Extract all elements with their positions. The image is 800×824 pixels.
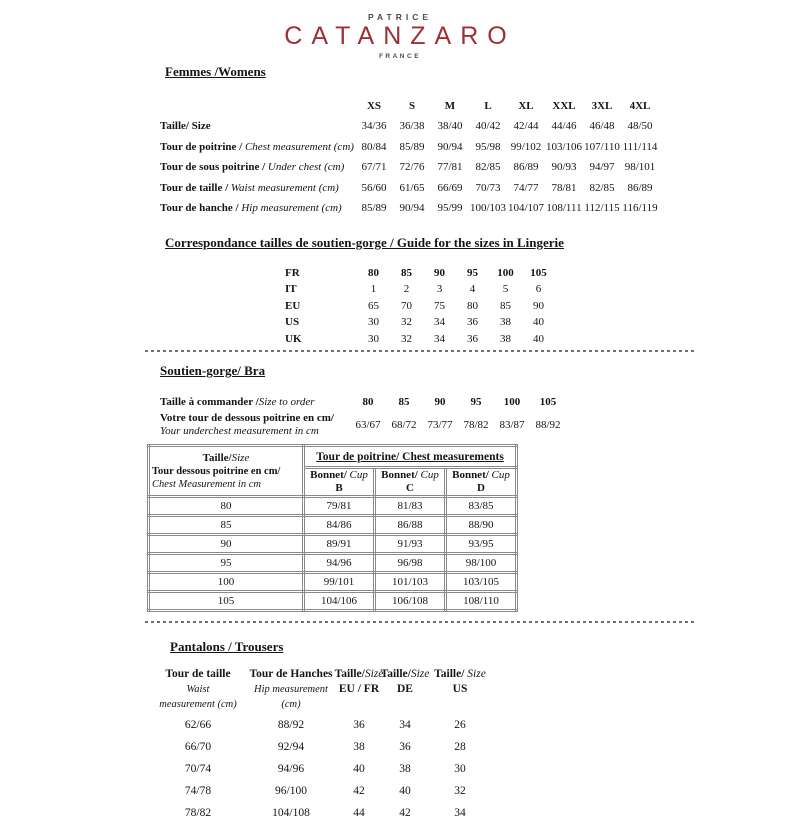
band-size-cell: 90 bbox=[149, 535, 304, 554]
brand-name-main: CATANZARO bbox=[284, 22, 516, 51]
band-size-cell: 100 bbox=[149, 573, 304, 592]
value-cell: 80 bbox=[368, 266, 379, 279]
value-cell: 2 bbox=[403, 283, 410, 296]
hip-value-cell: 96/100 bbox=[275, 785, 307, 798]
label-english: Waist measurement (cm) bbox=[230, 181, 339, 194]
bra-row-label bbox=[160, 412, 350, 438]
value-cell: 99/102 bbox=[510, 140, 542, 153]
country-code-label: FR bbox=[285, 266, 300, 279]
cup-table-top-row bbox=[149, 446, 517, 468]
label-english: Size bbox=[364, 668, 384, 681]
de-size-code: DE bbox=[397, 683, 413, 696]
measurement-row-label bbox=[160, 116, 355, 137]
cup-d-cell: 88/90 bbox=[446, 516, 517, 535]
value-cell: 116/119 bbox=[622, 202, 658, 215]
size-column-header: XS bbox=[366, 99, 382, 112]
value-cell: 100/103 bbox=[469, 202, 507, 215]
value-cell: 107/110 bbox=[584, 140, 620, 153]
de-size-cell: 42 bbox=[399, 807, 411, 820]
label-french: Taille à commander / bbox=[160, 396, 259, 409]
value-cell: 104/107 bbox=[507, 202, 545, 215]
column-spacer bbox=[160, 96, 355, 117]
waist-header-english-2: measurement (cm) bbox=[159, 699, 237, 711]
lingerie-guide-table bbox=[0, 265, 800, 348]
us-size-column-header bbox=[428, 667, 492, 712]
waist-column-header bbox=[150, 667, 246, 712]
cup-d-cell: 98/100 bbox=[446, 554, 517, 573]
value-cell: 36 bbox=[467, 316, 478, 329]
cup-c-cell: 106/108 bbox=[375, 592, 446, 611]
measurement-row-label bbox=[160, 198, 355, 219]
size-column-header: 3XL bbox=[591, 99, 613, 112]
value-cell: 6 bbox=[535, 283, 542, 296]
cup-column-header bbox=[446, 468, 517, 497]
value-cell: 5 bbox=[502, 283, 509, 296]
bra-underchest-values bbox=[350, 419, 566, 432]
de-size-cell: 38 bbox=[399, 763, 411, 776]
measurement-row bbox=[160, 198, 800, 219]
trousers-header-row bbox=[150, 667, 800, 712]
trousers-row bbox=[150, 758, 800, 780]
size-column-header: S bbox=[408, 99, 416, 112]
measurement-row bbox=[160, 178, 800, 199]
value-cell: 90/93 bbox=[551, 161, 577, 174]
value-cell: 72/76 bbox=[399, 161, 425, 174]
hip-value-cell: 104/108 bbox=[272, 807, 310, 820]
lingerie-country-row bbox=[285, 281, 800, 298]
value-cell: 75 bbox=[434, 299, 445, 312]
womens-heading: Femmes /Womens bbox=[165, 63, 266, 79]
value-cell: 65 bbox=[368, 299, 379, 312]
value-cell: 85 bbox=[398, 396, 410, 409]
band-size-cell: 105 bbox=[149, 592, 304, 611]
lingerie-country-row bbox=[285, 298, 800, 315]
measurement-row-label bbox=[160, 137, 355, 158]
measurement-row bbox=[160, 157, 800, 178]
value-cell: 56/60 bbox=[361, 181, 387, 194]
cup-label-english: Cup bbox=[417, 469, 439, 482]
label-english: Your underchest measurement in cm bbox=[160, 425, 319, 438]
value-cell: 61/65 bbox=[399, 181, 425, 194]
cup-c-cell: 91/93 bbox=[375, 535, 446, 554]
band-size-cell: 80 bbox=[149, 497, 304, 516]
brand-country: FRANCE bbox=[378, 52, 422, 60]
us-size-cell: 28 bbox=[454, 741, 466, 754]
cup-table-row bbox=[149, 516, 517, 535]
waist-value-cell: 70/74 bbox=[184, 763, 212, 776]
country-code-label: US bbox=[285, 316, 300, 329]
cup-letter: C bbox=[406, 482, 414, 495]
hip-header-french: Tour de Hanches bbox=[249, 668, 333, 681]
value-cell: 63/67 bbox=[355, 418, 381, 431]
value-cell: 78/81 bbox=[551, 181, 577, 194]
label-french: Tour de poitrine / bbox=[160, 140, 245, 153]
value-cell: 36 bbox=[467, 332, 478, 345]
value-cell: 44/46 bbox=[551, 120, 577, 133]
de-size-header-label bbox=[381, 667, 430, 682]
cup-table-row bbox=[149, 535, 517, 554]
trousers-table-body bbox=[0, 714, 800, 824]
value-cell: 4 bbox=[469, 283, 476, 296]
value-cell: 30 bbox=[368, 332, 379, 345]
hip-value-cell: 92/94 bbox=[277, 741, 305, 754]
label-french: Votre tour de dessous poitrine en cm/ bbox=[160, 412, 334, 425]
size-column-header: XXL bbox=[552, 99, 576, 112]
hip-column-header bbox=[246, 667, 336, 712]
cup-b-cell: 84/86 bbox=[304, 516, 375, 535]
bra-size-to-order-row bbox=[160, 392, 800, 412]
value-cell: 95/98 bbox=[475, 140, 501, 153]
womens-measurements-table bbox=[0, 116, 800, 219]
cup-letter: D bbox=[477, 482, 485, 495]
size-column-header: M bbox=[444, 99, 456, 112]
value-cell: 83/87 bbox=[499, 418, 525, 431]
de-size-column-header bbox=[382, 667, 428, 712]
dashed-separator bbox=[145, 350, 695, 352]
cup-label-french: Bonnet/ bbox=[452, 469, 489, 482]
label-english: Size to order bbox=[258, 396, 315, 409]
eu-size-cell: 36 bbox=[353, 719, 365, 732]
label-english: Under chest (cm) bbox=[267, 161, 345, 174]
corner-title-english: Size bbox=[231, 451, 250, 464]
brand-logo bbox=[0, 0, 800, 60]
cup-c-cell: 96/98 bbox=[375, 554, 446, 573]
value-cell: 40 bbox=[533, 316, 544, 329]
hip-value-cell: 94/96 bbox=[277, 763, 305, 776]
value-cell: 90/94 bbox=[437, 140, 463, 153]
womens-size-header-row bbox=[160, 96, 800, 117]
value-cell: 82/85 bbox=[589, 181, 615, 194]
trousers-row bbox=[150, 736, 800, 758]
cup-c-cell: 86/88 bbox=[375, 516, 446, 535]
de-size-cell: 36 bbox=[399, 741, 411, 754]
measurement-row bbox=[160, 116, 800, 137]
bra-row-label bbox=[160, 392, 350, 412]
waist-value-cell: 66/70 bbox=[184, 741, 212, 754]
lingerie-country-row bbox=[285, 331, 800, 348]
us-size-cell: 26 bbox=[454, 719, 466, 732]
us-size-cell: 30 bbox=[454, 763, 466, 776]
value-cell: 80/84 bbox=[361, 140, 387, 153]
cup-table-row bbox=[149, 592, 517, 611]
label-french: Tour de hanche / bbox=[160, 202, 242, 215]
cup-b-cell: 89/91 bbox=[304, 535, 375, 554]
cup-letter: B bbox=[335, 482, 343, 495]
value-cell: 90 bbox=[533, 299, 544, 312]
value-cell: 38 bbox=[500, 316, 511, 329]
trousers-row bbox=[150, 780, 800, 802]
label-french: Taille/ bbox=[380, 668, 411, 681]
cup-label-french: Bonnet/ bbox=[310, 469, 347, 482]
us-size-cell: 32 bbox=[454, 785, 466, 798]
value-cell: 86/89 bbox=[513, 161, 539, 174]
value-cell: 32 bbox=[401, 332, 412, 345]
us-size-cell: 34 bbox=[454, 807, 466, 820]
value-cell: 90/94 bbox=[399, 202, 425, 215]
bra-size-values bbox=[350, 392, 566, 412]
value-cell: 95 bbox=[470, 396, 482, 409]
value-cell: 108/111 bbox=[546, 202, 582, 215]
label-french: Tour de taille / bbox=[160, 181, 231, 194]
corner-title bbox=[152, 452, 300, 465]
value-cell: 85/89 bbox=[361, 202, 387, 215]
value-cell: 67/71 bbox=[361, 161, 387, 174]
eu-size-cell: 38 bbox=[353, 741, 365, 754]
waist-header-english-1: Waist bbox=[186, 684, 210, 696]
cup-column-header bbox=[375, 468, 446, 497]
value-cell: 38/40 bbox=[437, 120, 463, 133]
label-french: Tour de sous poitrine / bbox=[160, 161, 268, 174]
value-cell: 70 bbox=[401, 299, 412, 312]
value-cell: 88/92 bbox=[535, 418, 561, 431]
value-cell: 34/36 bbox=[361, 120, 387, 133]
dashed-separator bbox=[145, 621, 695, 623]
de-size-cell: 34 bbox=[399, 719, 411, 732]
value-cell: 86/89 bbox=[627, 181, 653, 194]
trousers-heading: Pantalons / Trousers bbox=[170, 639, 284, 655]
label-english: Size bbox=[410, 668, 430, 681]
size-column-header: XL bbox=[518, 99, 534, 112]
eu-size-cell: 42 bbox=[353, 785, 365, 798]
waist-value-cell: 74/78 bbox=[184, 785, 212, 798]
value-cell: 48/50 bbox=[627, 120, 653, 133]
band-size-cell: 95 bbox=[149, 554, 304, 573]
lingerie-country-row bbox=[285, 265, 800, 282]
bra-cup-table bbox=[147, 444, 518, 612]
value-cell: 66/69 bbox=[437, 181, 463, 194]
value-cell: 95/99 bbox=[437, 202, 463, 215]
value-cell: 82/85 bbox=[475, 161, 501, 174]
cup-c-cell: 101/103 bbox=[375, 573, 446, 592]
label-english: Chest measurement (cm) bbox=[244, 140, 354, 153]
hip-header-english-2: (cm) bbox=[281, 699, 301, 711]
country-code-label: UK bbox=[285, 332, 302, 345]
corner-line-english: Chest Measurement in cm bbox=[152, 478, 261, 490]
label-french: Taille/ bbox=[334, 668, 365, 681]
cup-label-english: Cup bbox=[346, 469, 368, 482]
eu-size-column-header bbox=[336, 667, 382, 712]
size-column-header: 4XL bbox=[629, 99, 651, 112]
cup-d-cell: 108/110 bbox=[446, 592, 517, 611]
value-cell: 73/77 bbox=[427, 418, 453, 431]
waist-value-cell: 62/66 bbox=[184, 719, 212, 732]
value-cell: 112/115 bbox=[584, 202, 620, 215]
value-cell: 103/106 bbox=[545, 140, 583, 153]
cup-table-row bbox=[149, 554, 517, 573]
hip-value-cell: 88/92 bbox=[277, 719, 305, 732]
label-english: Hip measurement (cm) bbox=[241, 202, 342, 215]
lingerie-country-row bbox=[285, 314, 800, 331]
eu-size-code: EU / FR bbox=[338, 683, 380, 696]
de-size-cell: 40 bbox=[399, 785, 411, 798]
cup-table-row bbox=[149, 497, 517, 516]
value-cell: 32 bbox=[401, 316, 412, 329]
value-cell: 90 bbox=[434, 396, 446, 409]
brand-name-top: PATRICE bbox=[367, 12, 433, 22]
eu-size-header-label bbox=[335, 667, 384, 682]
waist-header-french: Tour de taille bbox=[165, 668, 231, 681]
chest-measurements-group-header bbox=[304, 446, 517, 468]
value-cell: 78/82 bbox=[463, 418, 489, 431]
cup-d-cell: 83/85 bbox=[446, 497, 517, 516]
value-cell: 42/44 bbox=[513, 120, 539, 133]
value-cell: 85 bbox=[401, 266, 412, 279]
value-cell: 36/38 bbox=[399, 120, 425, 133]
value-cell: 105 bbox=[539, 396, 557, 409]
value-cell: 1 bbox=[370, 283, 377, 296]
label-english: Size bbox=[467, 668, 486, 681]
cup-b-cell: 99/101 bbox=[304, 573, 375, 592]
waist-value-cell: 78/82 bbox=[184, 807, 212, 820]
cup-c-cell: 81/83 bbox=[375, 497, 446, 516]
measurement-row-label bbox=[160, 157, 355, 178]
value-cell: 46/48 bbox=[589, 120, 615, 133]
cup-table-body bbox=[149, 497, 517, 611]
value-cell: 95 bbox=[467, 266, 478, 279]
bra-underchest-row bbox=[160, 412, 800, 438]
us-size-code: US bbox=[452, 683, 468, 696]
corner-title-french: Taille/ bbox=[202, 451, 232, 464]
bra-heading: Soutien-gorge/ Bra bbox=[160, 363, 266, 379]
value-cell: 94/97 bbox=[589, 161, 615, 174]
cup-b-cell: 79/81 bbox=[304, 497, 375, 516]
us-size-header-label bbox=[434, 667, 486, 682]
value-cell: 40/42 bbox=[475, 120, 501, 133]
band-size-cell: 85 bbox=[149, 516, 304, 535]
corner-line-french: Tour dessous poitrine en cm/ bbox=[152, 465, 281, 477]
value-cell: 74/77 bbox=[513, 181, 539, 194]
value-cell: 80 bbox=[362, 396, 374, 409]
lingerie-guide-heading: Correspondance tailles de soutien-gorge / Guide for the sizes in Lingerie bbox=[165, 234, 564, 250]
trousers-row bbox=[150, 714, 800, 736]
measurement-row-label bbox=[160, 178, 355, 199]
measurement-row bbox=[160, 137, 800, 158]
cup-d-cell: 103/105 bbox=[446, 573, 517, 592]
country-code-label: EU bbox=[285, 299, 301, 312]
value-cell: 100 bbox=[497, 266, 514, 279]
value-cell: 70/73 bbox=[475, 181, 501, 194]
hip-header-english-1: Hip measurement bbox=[254, 684, 328, 696]
size-column-header: L bbox=[484, 99, 492, 112]
cup-column-header bbox=[304, 468, 375, 497]
cup-d-cell: 93/95 bbox=[446, 535, 517, 554]
eu-size-cell: 40 bbox=[353, 763, 365, 776]
value-cell: 85/89 bbox=[399, 140, 425, 153]
value-cell: 90 bbox=[434, 266, 445, 279]
country-code-label: IT bbox=[285, 283, 297, 296]
cup-table-row bbox=[149, 573, 517, 592]
value-cell: 30 bbox=[368, 316, 379, 329]
cup-b-cell: 104/106 bbox=[304, 592, 375, 611]
value-cell: 77/81 bbox=[437, 161, 463, 174]
trousers-row bbox=[150, 802, 800, 824]
value-cell: 111/114 bbox=[622, 140, 658, 153]
value-cell: 40 bbox=[533, 332, 544, 345]
value-cell: 85 bbox=[500, 299, 511, 312]
cup-b-cell: 94/96 bbox=[304, 554, 375, 573]
value-cell: 34 bbox=[434, 316, 445, 329]
value-cell: 38 bbox=[500, 332, 511, 345]
label-french: Taille/ Size bbox=[160, 120, 211, 133]
cup-label-english: Cup bbox=[488, 469, 510, 482]
label-french: Taille/ bbox=[434, 668, 468, 681]
group-header-text: Tour de poitrine/ Chest measurements bbox=[316, 450, 504, 463]
value-cell: 105 bbox=[530, 266, 547, 279]
value-cell: 3 bbox=[436, 283, 443, 296]
cup-label-french: Bonnet/ bbox=[381, 469, 418, 482]
cup-table-corner-cell bbox=[149, 446, 304, 497]
value-cell: 98/101 bbox=[624, 161, 656, 174]
value-cell: 34 bbox=[434, 332, 445, 345]
value-cell: 68/72 bbox=[391, 418, 417, 431]
eu-size-cell: 44 bbox=[353, 807, 365, 820]
value-cell: 100 bbox=[503, 396, 521, 409]
value-cell: 80 bbox=[467, 299, 478, 312]
